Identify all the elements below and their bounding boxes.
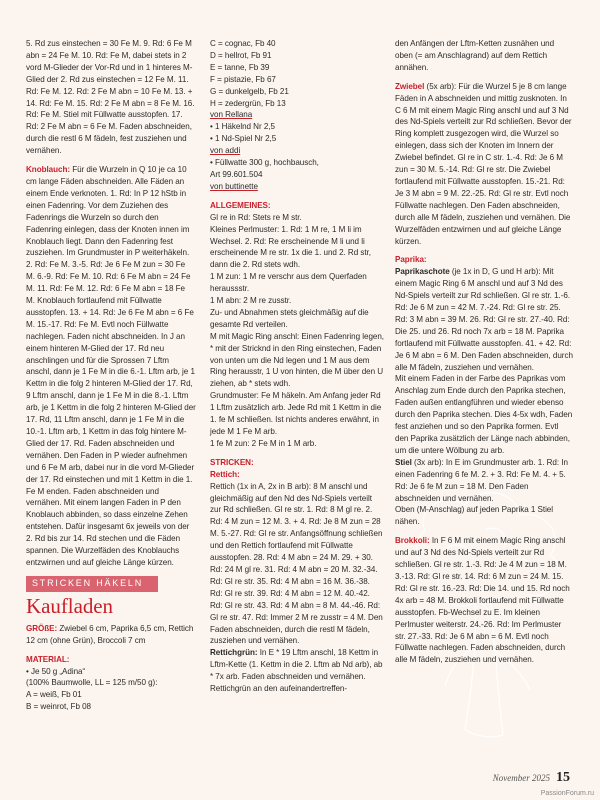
general-heading: ALLGEMEINES:: [210, 200, 271, 210]
garlic-text: Für die Wurzeln in Q 10 je ca 10 cm lange Fäden abschneiden. Alle Fäden an einem Ende verknoten. 1. Rd: In P 12 hStb in einen Fadenring. Vor dem Zuziehen des Fadenrings die Wurzeln so durch den Fadenring einlegen, dass der Knoten innen im Knoblauch liegt. Dann den Fadenring fest zusziehen. Im Grundmuster in P weiterhäkeln. 2. Rd: Fe M. 3.-5. Rd: Je 6 Fe M zun = 30 Fe M. 6.-9. Rd: Fe M. 10. Rd: 6 Fe M abn = 24 Fe M. 11. Rd: Fe M. 12. Rd: 6 Fe M abn = 18 Fe M. Knoblauch fortlaufend mit Füllwatte ausstopfen. 13. + 14. Rd: Je 6 Fe M abn = 6 Fe M. 15.-17. Rd: Fe M. Evtl noch Füllwatte nachlegen. Faden nicht abschneiden. In J an einem hinteren M-Glied der 17. Rd neu anschlingen und für die Sprossen 7 Lftm anschl, dann je 1 Fe M in die 6.-1. Lftm arb, je 1 Kettm in die folg 2 hinteren M-Glied der 17. Rd, 9 Lftm anschl, dann je 1 Fe M in die 8.-1. Lftm arb, je 1 Kettm in die folg 2 hinteren M-Glied der 17. Rd, 11 Lftm anschl, dann je 1 Fe M in die 10.-1. Lftm arb, 1 Kettm in das folg hintere M-Glied der 17. Rd. Faden abschneiden und vernähen. Den Faden in P wieder aufnehmen und 6 Fe M arb, dabei nur in die vord M-Glieder der 17. Rd einstechen und mit 1 Kettm in die 1. Fe M enden. Faden abschneiden und vernähen. Mit einem langen Faden in P den Knoblauch abbinden, so dass einzelne Zehen entstehen. Dafür insgesamt 6x jeweils von der 2. Rd bis zur 14. Rd stechen und die Fäden spannen. Die Wurzelfäden des Knoblauchs entzwirnen und auf gleiche Länge kürzen.: [26, 165, 196, 567]
paragraph-broccoli: [395, 535, 573, 666]
paragraph-stem: [395, 457, 573, 505]
brand-rellana: von Rellana: [210, 110, 253, 120]
page-title: Kaufladen: [26, 593, 114, 618]
size-heading: GRÖßE:: [26, 623, 58, 633]
broccoli-text: In F 6 M mit einem Magic Ring anschl und auf 3 Nd des Nd-Spiels verteilt zur Rd schließen. Gl re str. 1.-3. Rd: Je 4 M zun = 18 M. 3.-13. Rd: Gl re str. 14. Rd: 6 M zun = 24 M. 15. Rd: Gl re str. 16.-23. Rd: Die 14. und 15. Rd noch 4x arb = 48 M. Brokkoli fortlaufend mit Füllwatte ausstopfen. Fb-Wechsel zu E. Im kleinen Perlmuster weiterstr. 24.-26. Rd: Im Perlmuster str. 27.-33. Rd: Je 6 M abn = 6 M. Evtl noch Füllwatte nachlegen. Faden abschneiden, durch alle M fädeln, zusziehen und vernähen.: [395, 536, 570, 665]
paragraph-radish-end: den Anfängen der Lftm-Ketten zusnähen und oben (= am Anschlagrand) auf dem Rettich annähen.: [395, 39, 555, 72]
stem-heading: Stiel: [395, 457, 412, 467]
paragraph-garlic: [26, 164, 196, 569]
general-paragraph: Zu- und Abnahmen stets gleichmäßig auf die gesamte Rd verteilen.: [210, 307, 369, 329]
color-line: E = tanne, Fb 39: [210, 62, 270, 72]
radish-text: Rettich (1x in A, 2x in B arb): 8 M anschl und gleichmäßig auf den Nd des Nd-Spiels verteilt zur Rd schließen. Gl re str. 1. Rd: 8 M gl re. 2. Rd: 4 M zun = 12 M. 3. + 4. Rd: Je 8 M zun = 28 M. 5.-27. Rd: Gl re str. Anfangsöffnung schließen und den Rettich fortlaufend mit Füllwatte ausstopfen. 28. Rd: 4 M abn = 24 M. 29. + 30. Rd: 24 M gl re. 31. Rd: 4 M abn = 20 M. 32.-34. Rd: Gl re str. 35. Rd: 4 M abn = 16 M. 36.-38. Rd: Gl re str. 39. Rd: 4 M abn = 12 M. 40.-42. Rd: Gl re str. 43. Rd: 4 M abn = 8 M. 44.-46. Rd: Gl re str. 47. Rd: Immer 2 M re zusstr = 4 M. Den Faden abschneiden, durch die restl M fädeln, zusziehen und vernähen.: [210, 481, 383, 646]
page-number: 15: [556, 770, 570, 785]
paprika-text: (je 1x in D, G und H arb): Mit einem Magic Ring 6 M anschl und auf 3 Nd des Nd-Spiels verteilt zur Rd schließen. Gl re str. 1.-6. Rd: Je 6 M zun = 42 M. 7.-24. Rd: Gl re str. 25. Rd: 3 M abn = 39 M. 26. Rd: Gl re str. 27.-40. Rd: Die 25. und 26. Rd noch 7x arb = 18 M. Paprika fortlaufend mit Füllwatte ausstopfen. 41. + 42. Rd: Je 6 M abn = 6 M. Den Faden abschneiden, durch alle M fädeln, zusziehen und vernähen.: [395, 267, 573, 372]
paragraph-paprika: [395, 266, 573, 373]
color-line: F = pistazie, Fb 67: [210, 74, 276, 84]
watermark: PassionForum.ru: [540, 790, 594, 797]
paragraph-stem-attach: Oben (M-Anschlag) auf jeden Paprika 1 Stiel nähen.: [395, 505, 554, 527]
general-paragraph: Kleines Perlmuster: 1. Rd: 1 M re, 1 M li im Wechsel. 2. Rd: Re erscheinende M li und li erscheinende M re str. 1x die 1. und 2. Rd str, dann die 2. Rd stets wdh.: [210, 224, 371, 270]
material-line: (100% Baumwolle, LL = 125 m/50 g):: [26, 678, 158, 688]
section-bar: STRICKEN HÄKELN: [26, 576, 158, 592]
color-line: D = hellrot, Fb 91: [210, 50, 272, 60]
column-3: [395, 38, 573, 673]
radish-green-heading: Rettichgrün:: [210, 648, 258, 658]
material-line: A = weiß, Fb 01: [26, 690, 82, 700]
general-paragraph: Grundmuster: Fe M häkeln. Am Anfang jeder Rd 1 Lftm zusätzlich arb. Jede Rd mit 1 Kettm in die 1. fe M schließen. Ist nichts anderes erwähnt, in jede M 1 Fe M arb.: [210, 391, 382, 436]
color-line: C = cognac, Fb 40: [210, 39, 276, 48]
paragraph-paprika-shape: Mit einem Faden in der Farbe des Paprikas vom Anschlag zum Ende durch den Paprika stechen, Faden außen entlangführen und wieder ebenso durch den Paprika stechen. Dies 4-5x wdh, Faden fest anziehen und so den Paprika formen. Evtl den Paprika zusätzlich der Länge nach abbinden, um die untere Wölbung zu arb.: [395, 374, 573, 455]
radish-heading: Rettich:: [210, 469, 240, 479]
brand-buttinette: von buttinette: [210, 181, 258, 191]
stem-text: (3x arb): In E im Grundmuster arb. 1. Rd: In einen Fadenring 6 fe M. 2. + 3. Rd: Fe M. 4. + 5. Rd: Je 6 fe M zun = 18 M. Den Faden abschneiden und vernähen.: [395, 457, 568, 503]
garlic-heading: Knoblauch:: [26, 165, 71, 175]
general-paragraph: Gl re in Rd: Stets re M str.: [210, 212, 302, 222]
material-line: • 1 Nd-Spiel Nr 2,5: [210, 134, 277, 144]
knitting-heading: STRICKEN:: [210, 457, 254, 467]
onion-text: (5x arb): Für die Wurzel 5 je 8 cm lange Fäden in A abschneiden und mittig zusknoten. In C 6 M mit einem Magic Ring anschl und auf 3 Nd des Nd-Spiels verteilt zur Rd schließen. Bevor der Ring komplett zusgezogen wird, die Wurzel so einlegen, dass sich der Knoten im Innern der Zwiebel befindet. Gl re in C str. 1.-4. Rd: Je 6 M zun = 30 M. 5.-14. Rd: Gl re str. Die Zwiebel fortlaufend mit Füllwatte ausstopfen. 15.-21. Rd: Je 3 M abn = 9 M. 22.-25. Rd: Gl re str. Evtl noch Füllwatte nachlegen. Den Faden abschneiden, durch alle M fädeln, zusziehen und vernähen. Die Wurzelfäden entzwirnen und auf gleiche Länge kürzen.: [395, 81, 572, 246]
paragraph-size: [26, 623, 196, 647]
material-line: • 1 Häkelnd Nr 2,5: [210, 122, 275, 132]
color-line: G = dunkelgelb, Fb 21: [210, 86, 289, 96]
page-footer: [493, 770, 570, 786]
material-line: • Füllwatte 300 g, hochbausch,: [210, 158, 319, 168]
general-paragraph: 1 M zun: 1 M re verschr aus dem Querfaden heraussstr.: [210, 272, 367, 294]
material-line: Art 99.601.504: [210, 169, 263, 179]
general-paragraph: M mit Magic Ring anschl: Einen Fadenring legen, * mit der Stricknd in den Ring einstechen, Faden von unten um die Nd legen und 1 M aus dem Ring herausstr, 1 U von hinten, die M über den U ziehen, ab * stets wdh.: [210, 331, 385, 389]
issue-date: November 2025: [492, 773, 550, 783]
material-line: • Je 50 g „Adina“: [26, 666, 86, 676]
radish-green-text: In E * 19 Lftm anschl, 18 Kettm in Lftm-Kette (1. Kettm in die 2. Lftm ab Nd arb), ab * 7x arb. Faden abschneiden und vernähen. Rettichgrün an den aufeinandertreffen-: [210, 648, 383, 694]
paragraph-onion: [395, 81, 573, 248]
column-2: [210, 38, 384, 702]
brand-addi: von addi: [210, 146, 241, 156]
material-heading: MATERIAL:: [26, 654, 70, 664]
paprika-heading: Paprika:: [395, 255, 427, 265]
material-line: B = weinrot, Fb 08: [26, 702, 92, 712]
size-text: Zwiebel 6 cm, Paprika 6,5 cm, Rettich 12 cm (ohne Grün), Broccoli 7 cm: [26, 623, 194, 645]
broccoli-heading: Brokkoli:: [395, 536, 430, 546]
general-paragraph: 1 M abn: 2 M re zusstr.: [210, 296, 292, 306]
general-paragraph: 1 fe M zun: 2 Fe M in 1 M arb.: [210, 438, 317, 448]
column-1: [26, 38, 196, 713]
onion-heading: Zwiebel: [395, 81, 425, 91]
color-line: H = zedergrün, Fb 13: [210, 98, 286, 108]
paragraph-onion-end: 5. Rd zus einstechen = 30 Fe M. 9. Rd: 6 Fe M abn = 24 Fe M. 10. Rd: Fe M, dabei stets in 2 vord M-Glieder der Vor-Rd und in 1 hinteres M-Glied der 2. Rd zus einstechen = 12 Fe M. 11. Rd: Fe M. 12. Rd: 2 Fe M abn = 10 Fe M. 13. + 14. Rd: Fe M. 15. Rd: 2 Fe M abn = 8 Fe M. 16. Rd: Fe M. Stiel mit Füllwatte ausstopfen. 17. Rd: 2 Fe M abn = 6 Fe M. Faden abschneiden, durch die restl 6 M fädeln, fest zusziehen und vernähen.: [26, 39, 195, 156]
paprika-subheading: Paprikaschote: [395, 267, 450, 277]
paragraph-radish-green: [210, 647, 384, 695]
